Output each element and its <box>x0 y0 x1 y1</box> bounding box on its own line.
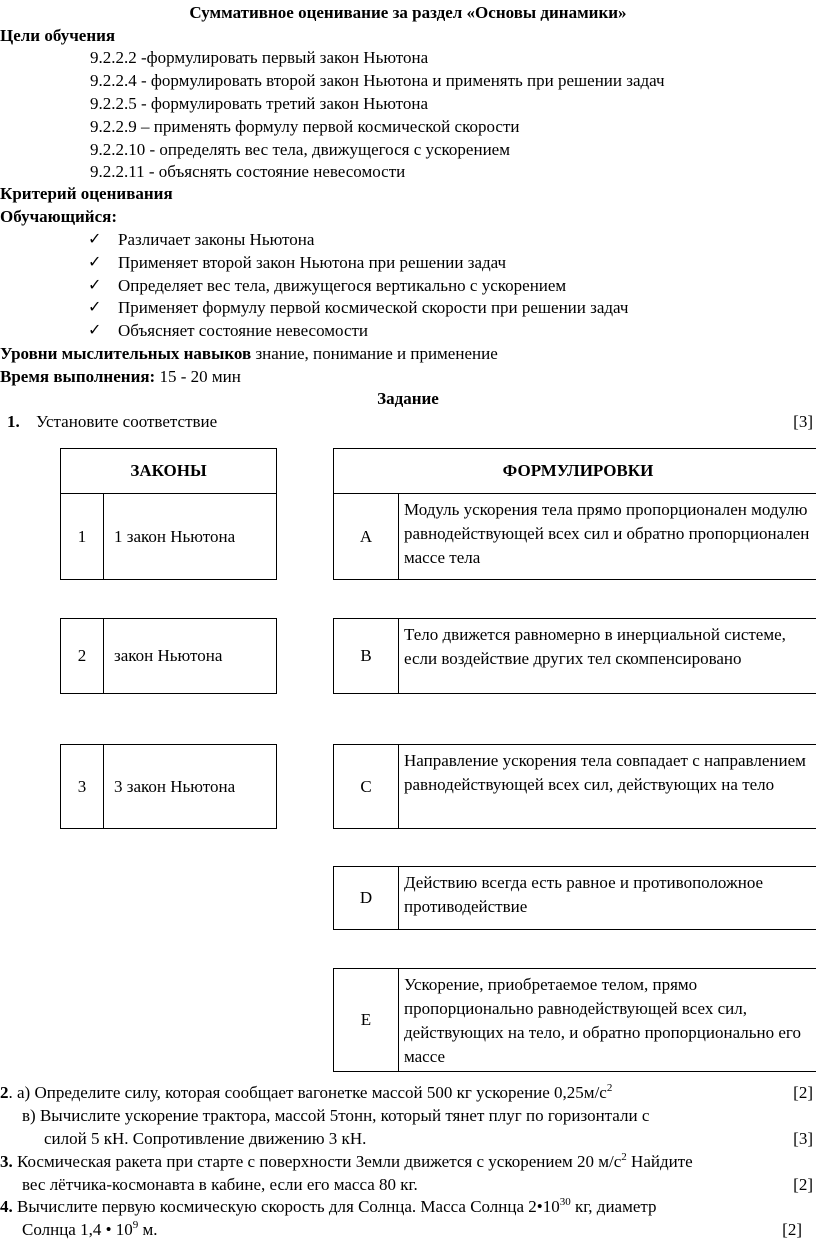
formulation-letter: A <box>359 526 373 546</box>
law-name: закон Ньютона <box>114 646 223 665</box>
task4-line2-sup: 9 <box>132 1219 139 1231</box>
task2-b-line1: в) Вычислите ускорение трактора, массой 5тонн, который тянет плуг по горизонтали с <box>22 1106 650 1125</box>
formulation-text: Действию всегда есть равное и противоположное противодействие <box>404 873 764 916</box>
formulations-header: ФОРМУЛИРОВКИ <box>502 461 654 480</box>
goals-heading: Цели обучения <box>0 26 116 45</box>
goal-item: 9.2.2.5 - формулировать третий закон Ньютона <box>90 94 429 113</box>
execution-time-label: Время выполнения: <box>0 367 156 386</box>
formulation-letter: D <box>359 888 373 907</box>
task3-line1 <box>0 1151 693 1173</box>
laws-header-box <box>60 448 277 494</box>
task3-line1-sup: 2 <box>621 1151 627 1163</box>
task4-line2-post: м. <box>138 1220 158 1239</box>
criteria-item: Применяет формулу первой космической скорости при решении задач <box>118 298 629 317</box>
formulation-divider <box>398 745 399 828</box>
document-title: Суммативное оценивание за раздел «Основы динамики» <box>189 3 627 22</box>
task2-a <box>0 1082 612 1104</box>
criteria-item: Определяет вес тела, движущегося вертикально с ускорением <box>118 276 567 295</box>
checkmark-icon: ✓ <box>88 231 102 248</box>
task3-line2: вес лётчика-космонавта в кабине, если его масса 80 кг. <box>22 1175 418 1194</box>
criteria-item: Различает законы Ньютона <box>118 230 315 249</box>
formulation-box <box>333 493 816 580</box>
formulations-header-box <box>333 448 816 494</box>
formulation-divider <box>398 494 399 579</box>
formulation-divider <box>398 969 399 1071</box>
law-box <box>60 744 277 829</box>
law-box <box>60 493 277 580</box>
criteria-heading: Критерий оценивания <box>0 184 173 203</box>
goal-item: 9.2.2.11 - объяснять состояние невесомости <box>90 162 406 181</box>
goal-item: 9.2.2.9 – применять формулу первой космической скорости <box>90 117 520 136</box>
goal-item: 9.2.2.10 - определять вес тела, движущегося с ускорением <box>90 140 510 159</box>
task-heading: Задание <box>377 389 439 408</box>
law-number: 1 <box>77 526 87 546</box>
task2-number: 2 <box>0 1083 9 1102</box>
execution-time <box>0 366 241 388</box>
thinking-levels-value: знание, понимание и применение <box>251 344 498 363</box>
formulation-box <box>333 744 816 829</box>
student-label: Обучающийся: <box>0 207 117 226</box>
checkmark-icon: ✓ <box>88 277 102 294</box>
task1-number: 1. <box>7 412 20 431</box>
criteria-item: Объясняет состояние невесомости <box>118 321 369 340</box>
laws-header: ЗАКОНЫ <box>130 461 207 480</box>
formulation-box <box>333 618 816 694</box>
formulation-text: Тело движется равномерно в инерциальной системе, если воздействие других тел скомпенсировано <box>404 625 786 668</box>
checkmark-icon: ✓ <box>88 254 102 271</box>
law-box <box>60 618 277 694</box>
law-name: 1 закон Ньютона <box>114 526 236 546</box>
formulation-box <box>333 866 816 930</box>
checkmark-icon: ✓ <box>88 322 102 339</box>
task3-line1-post: Найдите <box>626 1152 693 1171</box>
goal-item: 9.2.2.2 -формулировать первый закон Ньютона <box>90 48 429 67</box>
formulation-text: Ускорение, приобретаемое телом, прямо пропорционально равнодействующей всех сил, действующих на тело, и обратно пропорционально его массе <box>404 975 801 1066</box>
task4-points: [2] <box>782 1220 802 1239</box>
task3-number: 3. <box>0 1152 13 1171</box>
thinking-levels-label: Уровни мыслительных навыков <box>0 344 252 363</box>
task1-points: [3] <box>793 412 813 431</box>
task1-text: Установите соответствие <box>36 412 218 431</box>
criteria-item: Применяет второй закон Ньютона при решении задач <box>118 253 507 272</box>
formulation-divider <box>398 867 399 929</box>
checkmark-icon: ✓ <box>88 299 102 316</box>
task3-line1-pre: Космическая ракета при старте с поверхности Земли движется с ускорением 20 м/с <box>12 1152 622 1171</box>
formulation-text: Модуль ускорения тела прямо пропорционален модулю равнодействующей всех сил и обратно пропорционален массе тела <box>404 500 810 567</box>
formulation-letter: C <box>360 776 372 796</box>
goal-item: 9.2.2.4 - формулировать второй закон Ньютона и применять при решении задач <box>90 71 665 90</box>
task4-line2 <box>22 1219 158 1241</box>
task2-b-points: [3] <box>793 1129 813 1148</box>
formulation-divider <box>398 619 399 693</box>
formulation-letter: B <box>360 646 372 665</box>
task4-line1-sup: 30 <box>559 1196 571 1208</box>
law-name: 3 закон Ньютона <box>114 776 236 796</box>
formulation-letter: E <box>360 1010 372 1029</box>
law-number: 2 <box>77 646 87 665</box>
law-number: 3 <box>77 776 87 796</box>
formulation-box <box>333 968 816 1072</box>
task4-line1 <box>0 1196 657 1218</box>
task4-line2-pre: Солнца 1,4 • 10 <box>22 1220 133 1239</box>
task4-line1-pre: Вычислите первую космическую скорость для Солнца. Масса Солнца 2•10 <box>12 1197 560 1216</box>
thinking-levels <box>0 343 498 365</box>
task3-points: [2] <box>793 1175 813 1194</box>
task2-a-text: . а) Определите силу, которая сообщает вагонетке массой 500 кг ускорение 0,25м/с <box>8 1083 607 1102</box>
execution-time-value: 15 - 20 мин <box>155 367 241 386</box>
task4-line1-post: кг, диаметр <box>570 1197 657 1216</box>
formulation-text: Направление ускорения тела совпадает с направлением равнодействующей всех сил, действующих на тело <box>404 751 806 794</box>
task2-a-sup: 2 <box>606 1082 613 1094</box>
task2-a-points: [2] <box>793 1083 813 1102</box>
task2-b-line2: силой 5 кН. Сопротивление движению 3 кН. <box>44 1129 367 1148</box>
task4-number: 4. <box>0 1197 13 1216</box>
